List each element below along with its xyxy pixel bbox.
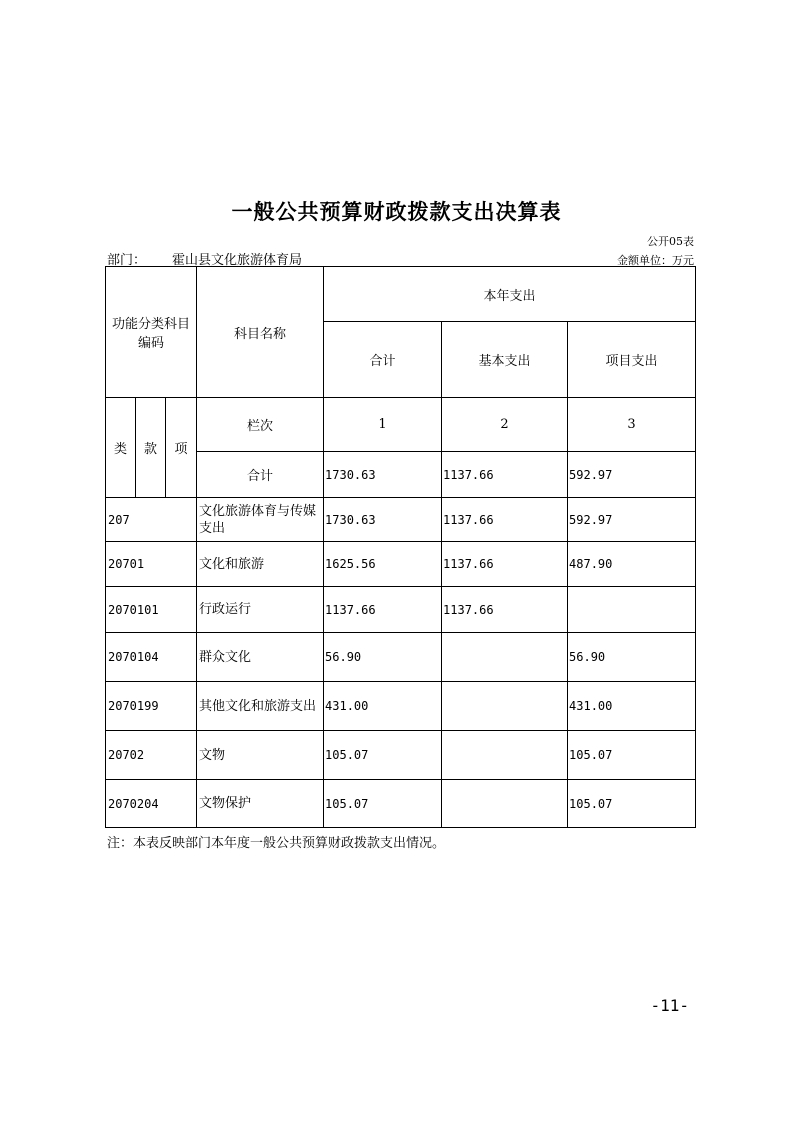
amount-unit: 金额单位：万元 xyxy=(617,254,694,267)
header-project: 项目支出 xyxy=(568,322,696,398)
table-row xyxy=(106,542,696,587)
row-basic xyxy=(442,731,568,780)
row-basic: 1137.66 xyxy=(442,542,568,587)
table-row xyxy=(106,780,696,828)
row-code: 20702 xyxy=(106,731,197,780)
total-row-label: 合计 xyxy=(197,452,324,498)
header-basic: 基本支出 xyxy=(442,322,568,398)
expenditure-table xyxy=(105,266,696,828)
row-total: 105.07 xyxy=(324,731,442,780)
row-name: 文物保护 xyxy=(197,780,324,828)
department-label: 部门： xyxy=(107,253,147,268)
row-total: 1625.56 xyxy=(324,542,442,587)
row-name: 行政运行 xyxy=(197,587,324,633)
row-code: 2070101 xyxy=(106,587,197,633)
row-name: 群众文化 xyxy=(197,633,324,682)
header-function-code: 功能分类科目编码 xyxy=(106,267,197,398)
row-total: 1137.66 xyxy=(324,587,442,633)
row-basic xyxy=(442,780,568,828)
row-code: 207 xyxy=(106,498,197,542)
header-col3: 3 xyxy=(568,398,696,452)
total-row-basic: 1137.66 xyxy=(442,452,568,498)
row-total: 1730.63 xyxy=(324,498,442,542)
table-row xyxy=(106,498,696,542)
row-total: 431.00 xyxy=(324,682,442,731)
page-title: 一般公共预算财政拨款支出决算表 xyxy=(231,200,562,224)
table-row xyxy=(106,682,696,731)
total-row-project: 592.97 xyxy=(568,452,696,498)
table-row xyxy=(106,731,696,780)
row-code: 2070199 xyxy=(106,682,197,731)
table-row xyxy=(106,587,696,633)
row-project xyxy=(568,587,696,633)
footnote: 注：本表反映部门本年度一般公共预算财政拨款支出情况。 xyxy=(107,836,446,851)
row-code: 20701 xyxy=(106,542,197,587)
row-name: 文化旅游体育与传媒支出 xyxy=(197,498,324,542)
row-name: 其他文化和旅游支出 xyxy=(197,682,324,731)
header-column-order: 栏次 xyxy=(197,398,324,452)
row-project: 56.90 xyxy=(568,633,696,682)
page-number: -11- xyxy=(650,996,689,1015)
header-lei: 类 xyxy=(106,398,136,498)
row-code: 2070204 xyxy=(106,780,197,828)
header-col2: 2 xyxy=(442,398,568,452)
department-name: 霍山县文化旅游体育局 xyxy=(172,253,303,268)
row-basic: 1137.66 xyxy=(442,498,568,542)
row-basic xyxy=(442,633,568,682)
row-project: 487.90 xyxy=(568,542,696,587)
header-total: 合计 xyxy=(324,322,442,398)
total-row-total: 1730.63 xyxy=(324,452,442,498)
row-basic: 1137.66 xyxy=(442,587,568,633)
row-name: 文物 xyxy=(197,731,324,780)
row-project: 105.07 xyxy=(568,780,696,828)
table-row xyxy=(106,633,696,682)
row-total: 105.07 xyxy=(324,780,442,828)
header-col1: 1 xyxy=(324,398,442,452)
row-project: 592.97 xyxy=(568,498,696,542)
header-subject-name: 科目名称 xyxy=(197,267,324,398)
header-this-year: 本年支出 xyxy=(324,267,696,322)
header-xiang: 项 xyxy=(166,398,197,498)
row-basic xyxy=(442,682,568,731)
row-total: 56.90 xyxy=(324,633,442,682)
row-project: 105.07 xyxy=(568,731,696,780)
row-name: 文化和旅游 xyxy=(197,542,324,587)
row-code: 2070104 xyxy=(106,633,197,682)
form-code: 公开05表 xyxy=(647,235,694,248)
header-kuan: 款 xyxy=(136,398,166,498)
row-project: 431.00 xyxy=(568,682,696,731)
